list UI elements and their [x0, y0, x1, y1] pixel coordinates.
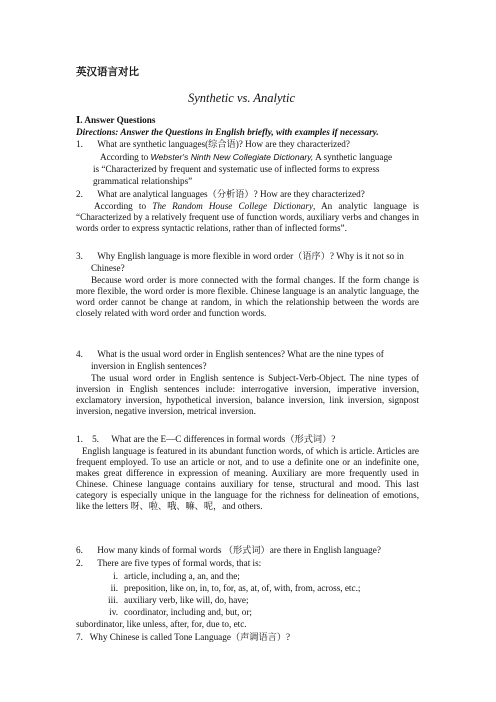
- question-6: [76, 545, 381, 556]
- question-2-text: What are analytical languages（分析语）? How are they characterized?: [97, 189, 365, 199]
- answer-1-prefix: According to: [100, 152, 151, 162]
- list-item-text: article, including a, an, and the;: [124, 571, 240, 581]
- list-item: [100, 607, 252, 618]
- answer-1-line-3: grammatical relationships”: [93, 176, 193, 186]
- answer-2-source: The Random House College Dictionary: [152, 201, 314, 211]
- section-heading: Ⅰ. Answer Questions: [76, 115, 156, 125]
- answer-4: The usual word order in English sentence is Subject-Verb-Object. The nine types of inversion in English sentences include: interrogative inversion, imperative inversion, exclamatory inversion, hypothetical inversion, balance inversion, link inversion, signpost inversion, negative inversion, metrical inversion.: [76, 373, 419, 416]
- answer-2: [76, 201, 419, 234]
- list-item: [100, 583, 360, 594]
- list-item: [100, 571, 240, 582]
- question-5-text: What are the E—C differences in formal words（形式词）?: [111, 434, 336, 444]
- answer-1-suffix: A synthetic language: [313, 152, 393, 162]
- list-item-text: auxiliary verb, like will, do, have;: [124, 595, 249, 605]
- question-4-line-1: [76, 349, 384, 360]
- question-4-number: 4.: [76, 349, 83, 359]
- answer-5: English language is featured in its abundant function words, of which is article. Articles are frequent employed. To use an article or not, and to use a definite one or an indefinite one, makes great difference in expression of meaning. Auxiliary are more frequently used in Chinese. Chinese language contains auxiliary for tense, structural and mood. This last category is especially unique in the language for the richness for delineation of emotions, like the letters 呀、啦、哦、嘛、呢，and others.: [76, 446, 419, 511]
- question-3-number: 3.: [76, 251, 83, 261]
- directions-text: Directions: Answer the Questions in English briefly, with examples if necessary.: [76, 127, 379, 137]
- question-5-number: 1. 5.: [76, 434, 99, 444]
- question-2: [76, 189, 365, 200]
- answer-1-line-1: [100, 152, 392, 163]
- list-item: [100, 595, 249, 606]
- question-6-number: 6.: [76, 545, 83, 555]
- answer-2-prefix: According to: [94, 201, 153, 211]
- list-item-number: iv.: [109, 607, 118, 617]
- question-2-number: 2.: [76, 189, 83, 199]
- question-3-line-2: Chinese?: [91, 263, 125, 273]
- list-item-text: coordinator, including and, but, or;: [124, 607, 252, 617]
- answer-3: Because word order is more connected with the formal changes. If the form change is more flexible, the word order is more flexible. Chinese language is an analytic language, the word order cannot be change at random, in which the relationship between the words are closely related with word order and function words.: [76, 275, 419, 318]
- question-6-text: How many kinds of formal words （形式词）are there in English language?: [97, 545, 381, 555]
- answer-1-source: Webster's Ninth New Collegiate Dictionary,: [150, 152, 314, 162]
- question-7: 7. Why Chinese is called Tone Language（声调语言）?: [76, 632, 291, 642]
- question-3-line-1: [76, 251, 404, 262]
- list-item-number: ii.: [110, 583, 118, 593]
- answer-6-intro: [76, 558, 261, 569]
- list-item-number: iii.: [108, 595, 118, 605]
- question-4-text: What is the usual word order in English sentences? What are the nine types of: [97, 349, 384, 359]
- document-subtitle: Synthetic vs. Analytic: [188, 91, 296, 105]
- answer-6-number: 2.: [76, 558, 83, 568]
- question-3-text: Why English language is more flexible in word order（语序）? Why is it not so in: [97, 251, 404, 261]
- document-title: 英汉语言对比: [76, 66, 139, 78]
- list-item-text: preposition, like on, in, to, for, as, at, of, with, from, across, etc.;: [124, 583, 361, 593]
- question-5: [76, 434, 335, 445]
- answer-6-last-line: subordinator, like unless, after, for, due to, etc.: [76, 619, 247, 629]
- list-item-number: i.: [113, 571, 118, 581]
- answer-1-line-2: is “Characterized by frequent and systematic use of inflected forms to express: [93, 164, 380, 174]
- question-1: [76, 139, 350, 150]
- question-1-text: What are synthetic languages(综合语)? How are they characterized?: [97, 139, 350, 149]
- answer-6-text: There are five types of formal words, that is:: [97, 558, 262, 568]
- question-4-line-2: inversion in English sentences?: [91, 361, 207, 371]
- question-1-number: 1.: [76, 139, 83, 149]
- answer-2-body: , An analytic language is “Characterized by a relatively frequent use of function words, auxiliary verbs and changes in words order to express syntactic relations, rather than of inflected forms”.: [76, 201, 419, 233]
